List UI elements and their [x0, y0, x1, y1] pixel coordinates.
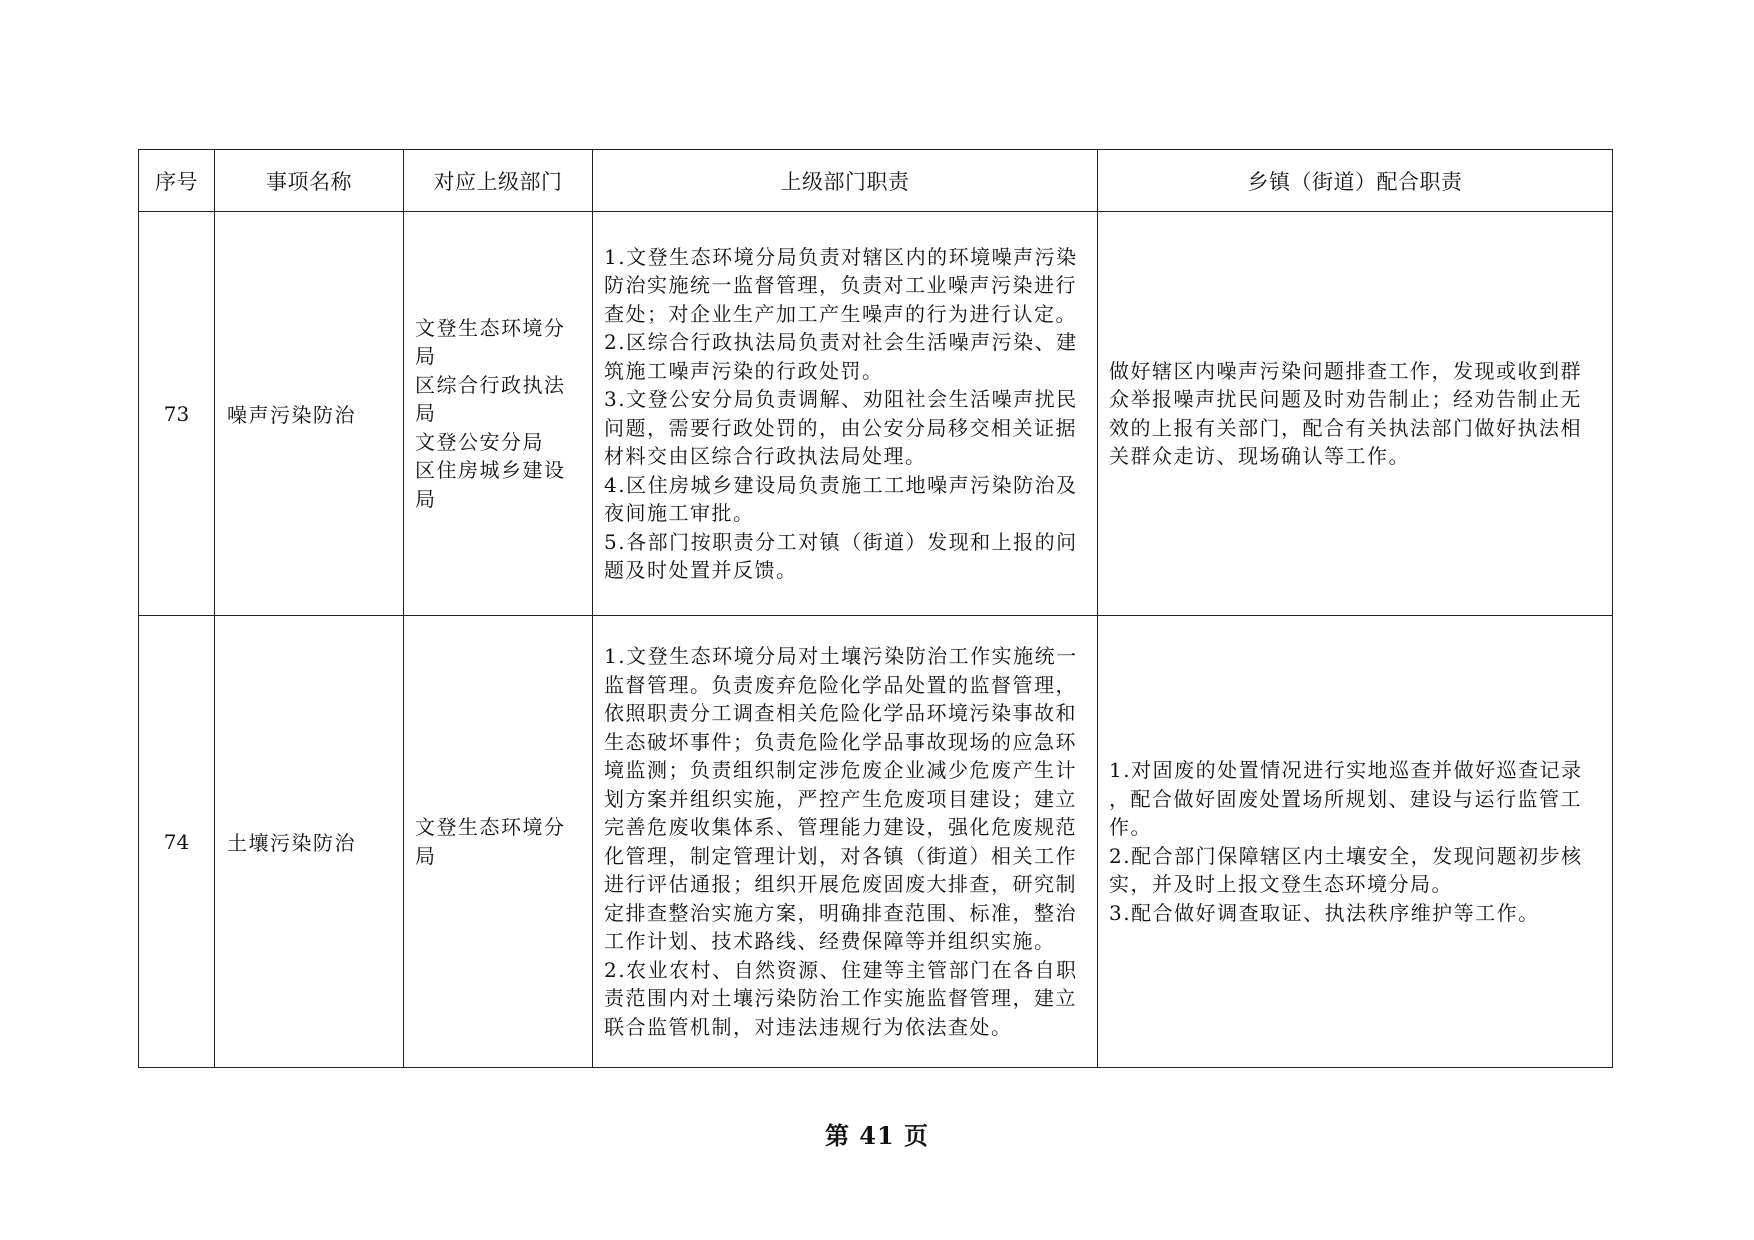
- duty-line: 划方案并组织实施，严控产生危废项目建设；建立: [604, 786, 1077, 811]
- page-number: 第 41 页: [824, 1121, 930, 1150]
- header-superior-department: 对应上级部门: [404, 150, 593, 212]
- serial-number-cell: [139, 616, 215, 1068]
- superior-duties-cell: [593, 212, 1098, 616]
- duty-line: 3.文登公安分局负责调解、劝阻社会生活噪声扰民: [604, 387, 1078, 411]
- department-line: 局: [415, 344, 437, 369]
- header-town-duties: 乡镇（街道）配合职责: [1098, 150, 1613, 212]
- serial-number: 73: [163, 401, 190, 426]
- item-name-cell: [215, 212, 404, 616]
- duty-line: 1.对固废的处置情况进行实地巡查并做好巡查记录: [1109, 758, 1583, 782]
- table-row: [139, 616, 1613, 1068]
- department-list: [404, 813, 592, 870]
- serial-number-cell: [139, 212, 215, 616]
- item-name: 噪声污染防治: [227, 403, 356, 427]
- duty-line: 依照职责分工调查相关危险化学品环境污染事故和: [604, 701, 1077, 725]
- town-duties-text: [1098, 756, 1612, 927]
- duty-line: 众举报噪声扰民问题及时劝告制止；经劝告制止无: [1109, 387, 1582, 411]
- town-duties-cell: [1098, 212, 1613, 616]
- duty-line: 进行评估通报；组织开展危废固废大排查，研究制: [604, 872, 1077, 896]
- duty-line: 责范围内对土壤污染防治工作实施监督管理，建立: [604, 986, 1077, 1010]
- header-serial-number: 序号: [139, 150, 215, 212]
- duty-line: ，配合做好固废处置场所规划、建设与运行监管工: [1109, 786, 1582, 811]
- duty-line: 1.文登生态环境分局负责对辖区内的环境噪声污染: [604, 244, 1078, 269]
- duty-table: [138, 149, 1613, 1068]
- duty-line: 完善危废收集体系、管理能力建设，强化危废规范: [604, 815, 1077, 839]
- duty-line: 1.文登生态环境分局对土壤污染防治工作实施统一: [604, 644, 1078, 668]
- duty-line: 筑施工噪声污染的行政处罚。: [604, 358, 884, 383]
- department-cell: [404, 616, 593, 1068]
- duty-line: 问题，需要行政处罚的，由公安分局移交相关证据: [604, 415, 1077, 440]
- town-duties-cell: [1098, 616, 1613, 1068]
- department-line: 文登公安分局: [415, 429, 544, 454]
- duty-line: 定排查整治实施方案，明确排查范围、标准，整治: [604, 900, 1077, 925]
- header-item-name: 事项名称: [215, 150, 404, 212]
- duty-line: 效的上报有关部门，配合有关执法部门做好执法相: [1109, 415, 1582, 440]
- duty-line: 工作计划、技术路线、经费保障等并组织实施。: [604, 929, 1056, 953]
- duty-line: 做好辖区内噪声污染问题排查工作，发现或收到群: [1109, 358, 1582, 383]
- superior-duties-text: [593, 642, 1097, 1041]
- duty-line: 2.农业农村、自然资源、住建等主管部门在各自职: [604, 957, 1078, 982]
- duty-line: 防治实施统一监督管理，负责对工业噪声污染进行: [604, 273, 1077, 297]
- duty-line: 关群众走访、现场确认等工作。: [1109, 444, 1410, 468]
- duty-line: 生态破坏事件；负责危险化学品事故现场的应急环: [604, 729, 1077, 754]
- item-name: 土壤污染防治: [227, 831, 356, 855]
- superior-duties-cell: [593, 616, 1098, 1068]
- department-line: 局: [415, 843, 437, 868]
- department-line: 文登生态环境分: [415, 315, 566, 340]
- duty-line: 联合监管机制，对违法违规行为依法查处。: [604, 1014, 1013, 1039]
- duty-line: 材料交由区综合行政执法局处理。: [604, 444, 927, 468]
- duty-line: 4.区住房城乡建设局负责施工工地噪声污染防治及: [604, 472, 1078, 497]
- duty-line: 查处；对企业生产加工产生噪声的行为进行认定。: [604, 301, 1077, 326]
- department-cell: [404, 212, 593, 616]
- department-line: 区综合行政执法: [415, 372, 566, 397]
- department-line: 文登生态环境分: [415, 815, 566, 839]
- duty-line: 5.各部门按职责分工对镇（街道）发现和上报的问: [604, 529, 1078, 554]
- duty-line: 题及时处置并反馈。: [604, 558, 798, 582]
- town-duties-text: [1098, 357, 1612, 471]
- serial-number: 74: [163, 829, 190, 854]
- duty-line: 3.配合做好调查取证、执法秩序维护等工作。: [1109, 900, 1540, 925]
- duty-line: 监督管理。负责废弃危险化学品处置的监督管理，: [604, 672, 1077, 697]
- duty-line: 2.配合部门保障辖区内土壤安全，发现问题初步核: [1109, 843, 1583, 868]
- header-superior-duties: 上级部门职责: [593, 150, 1098, 212]
- department-line: 区住房城乡建设: [415, 458, 566, 483]
- duty-line: 夜间施工审批。: [604, 501, 755, 525]
- department-line: 局: [415, 486, 437, 511]
- duty-line: 实，并及时上报文登生态环境分局。: [1109, 872, 1453, 896]
- table-header-row: [139, 150, 1613, 212]
- duty-line: 作。: [1109, 815, 1152, 839]
- superior-duties-text: [593, 243, 1097, 585]
- department-list: [404, 314, 592, 514]
- duty-line: 2.区综合行政执法局负责对社会生活噪声污染、建: [604, 330, 1078, 354]
- item-name-cell: [215, 616, 404, 1068]
- duty-line: 境监测；负责组织制定涉危废企业减少危废产生计: [604, 758, 1077, 782]
- duty-line: 化管理，制定管理计划，对各镇（街道）相关工作: [604, 843, 1077, 868]
- table-row: [139, 212, 1613, 616]
- department-line: 局: [415, 401, 437, 426]
